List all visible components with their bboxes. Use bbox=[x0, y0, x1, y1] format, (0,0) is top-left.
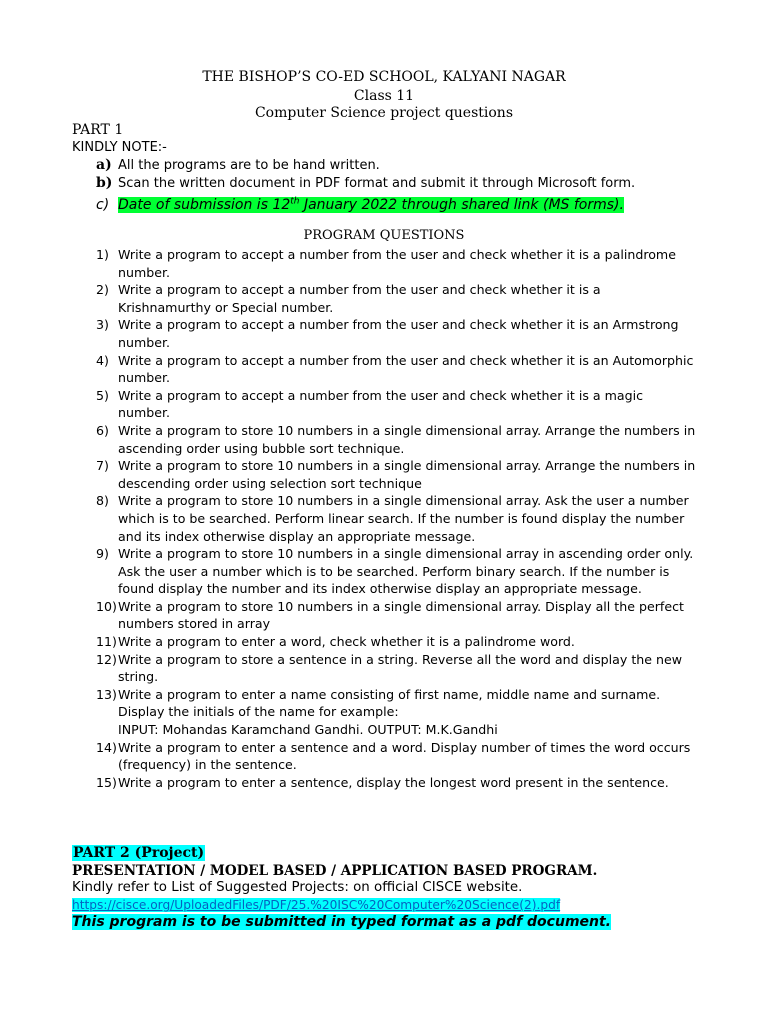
question-text-body: Write a program to store 10 numbers in a single dimensional array. Ask the user a number which is to be searched. Perform linear search. If the number is found display the number and its index otherwise display an appropriate message. bbox=[118, 493, 689, 544]
note-label: c) bbox=[96, 196, 110, 213]
question-text-body: Write a program to enter a name consisting of first name, middle name and surname. Display the initials of the name for example: bbox=[118, 686, 661, 720]
question-item bbox=[96, 633, 696, 651]
question-text-body: Write a program to enter a sentence and a word. Display number of times the word occurs (frequency) in the sentence. bbox=[118, 739, 691, 773]
question-text bbox=[118, 387, 696, 422]
question-number: 14) bbox=[96, 739, 117, 755]
question-item bbox=[96, 281, 696, 316]
class-name: Class 11 bbox=[353, 88, 415, 104]
question-item bbox=[96, 492, 696, 545]
question-text bbox=[118, 633, 696, 651]
question-item bbox=[96, 246, 696, 281]
question-number: 11) bbox=[96, 634, 117, 650]
program-questions-title: PROGRAM QUESTIONS bbox=[303, 228, 465, 243]
typed-format-note: This program is to be submitted in typed format as a pdf document. bbox=[72, 914, 611, 930]
question-example: INPUT: Mohandas Karamchand Gandhi. OUTPUT: M.K.Gandhi bbox=[118, 722, 498, 738]
note-text: Date of submission is 12 bbox=[118, 196, 291, 213]
refer-text: Kindly refer to List of Suggested Projects: on official CISCE website. bbox=[72, 880, 523, 895]
question-number: 4) bbox=[96, 352, 109, 368]
note-text: January 2022 through shared link (MS forms). bbox=[299, 196, 624, 213]
school-name: THE BISHOP’S CO-ED SCHOOL, KALYANI NAGAR bbox=[202, 69, 566, 85]
question-text bbox=[118, 422, 696, 457]
question-number: 10) bbox=[96, 598, 117, 614]
question-text-body: Write a program to enter a sentence, display the longest word present in the sentence. bbox=[118, 774, 669, 790]
question-text-body: Write a program to accept a number from the user and check whether it is an Automorphic number. bbox=[118, 352, 694, 386]
question-item bbox=[96, 651, 696, 686]
question-number: 15) bbox=[96, 774, 117, 790]
kindly-note: KINDLY NOTE:- bbox=[72, 140, 167, 155]
question-item bbox=[96, 545, 696, 598]
question-text-body: Write a program to store 10 numbers in a single dimensional array. Arrange the numbers in ascending order using bubble sort technique. bbox=[118, 422, 696, 456]
part2-title: PART 2 (Project) bbox=[73, 845, 205, 861]
question-text bbox=[118, 651, 696, 686]
question-text bbox=[118, 686, 696, 739]
note-label: b) bbox=[96, 175, 113, 191]
note-label: a) bbox=[96, 157, 112, 173]
question-number: 6) bbox=[96, 422, 109, 438]
question-text bbox=[118, 246, 696, 281]
question-item bbox=[96, 598, 696, 633]
question-number: 13) bbox=[96, 686, 117, 702]
question-item bbox=[96, 387, 696, 422]
note-text: All the programs are to be hand written. bbox=[118, 158, 380, 173]
question-item bbox=[96, 457, 696, 492]
question-text bbox=[118, 739, 696, 774]
submission-date-highlight bbox=[118, 197, 624, 213]
question-number: 8) bbox=[96, 493, 109, 509]
document-subtitle: Computer Science project questions bbox=[254, 105, 514, 121]
question-text bbox=[118, 281, 696, 316]
note-a bbox=[96, 157, 380, 174]
question-number: 7) bbox=[96, 458, 109, 474]
question-text-body: Write a program to store 10 numbers in a single dimensional array in ascending order only. Ask the user a number which is to be searched. Perform binary search. If the number is found display the number and its index otherwise display an appropriate message. bbox=[118, 546, 694, 597]
question-text-body: Write a program to store a sentence in a string. Reverse all the word and display the new string. bbox=[118, 651, 683, 685]
question-text-body: Write a program to accept a number from the user and check whether it is a magic number. bbox=[118, 387, 644, 421]
question-text-body: Write a program to store 10 numbers in a single dimensional array. Display all the perfect numbers stored in array bbox=[118, 598, 684, 632]
question-text-body: Write a program to store 10 numbers in a single dimensional array. Arrange the numbers in descending order using selection sort technique bbox=[118, 458, 696, 491]
note-sup: th bbox=[290, 196, 300, 206]
question-item bbox=[96, 686, 696, 739]
question-text-body: Write a program to accept a number from the user and check whether it is an Armstrong number. bbox=[118, 317, 679, 350]
question-item bbox=[96, 739, 696, 774]
question-number: 2) bbox=[96, 282, 109, 298]
question-text bbox=[118, 492, 696, 545]
question-number: 9) bbox=[96, 546, 109, 562]
question-item bbox=[96, 422, 696, 457]
question-item bbox=[96, 774, 696, 792]
question-text bbox=[118, 457, 696, 492]
note-text: Scan the written document in PDF format and submit it through Microsoft form. bbox=[118, 176, 636, 191]
part2-heading: PRESENTATION / MODEL BASED / APPLICATION BASED PROGRAM. bbox=[72, 863, 598, 879]
part1-title: PART 1 bbox=[72, 122, 124, 138]
question-list bbox=[96, 246, 696, 791]
question-text bbox=[118, 352, 696, 387]
question-text bbox=[118, 598, 696, 633]
question-item bbox=[96, 316, 696, 351]
question-number: 12) bbox=[96, 651, 117, 667]
question-text-body: Write a program to accept a number from the user and check whether it is a Krishnamurthy or Special number. bbox=[118, 282, 601, 315]
question-number: 5) bbox=[96, 387, 109, 403]
question-text-body: Write a program to accept a number from the user and check whether it is a palindrome number. bbox=[118, 247, 676, 280]
cisce-link[interactable]: https://cisce.org/UploadedFiles/PDF/25.%20ISC%20Computer%20Science(2).pdf bbox=[72, 898, 561, 912]
question-text bbox=[118, 774, 696, 792]
note-c bbox=[96, 193, 624, 214]
question-item bbox=[96, 352, 696, 387]
question-number: 1) bbox=[96, 247, 109, 262]
question-text bbox=[118, 316, 696, 351]
question-text bbox=[118, 545, 696, 598]
question-number: 3) bbox=[96, 317, 109, 333]
note-b bbox=[96, 175, 635, 192]
question-text-body: Write a program to enter a word, check whether it is a palindrome word. bbox=[118, 634, 575, 650]
